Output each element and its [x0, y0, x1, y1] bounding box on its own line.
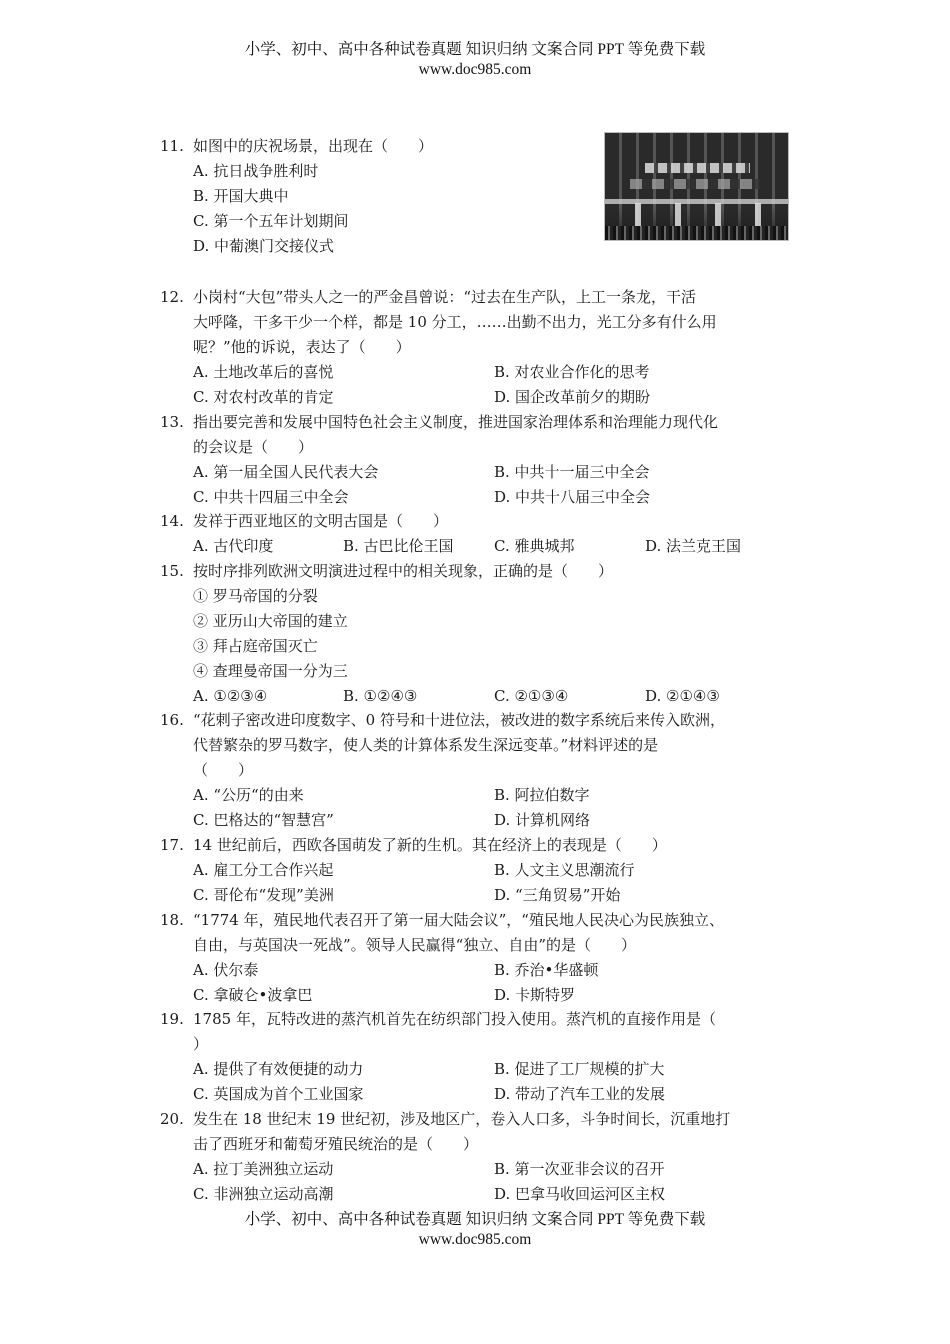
question-stem: 小岗村“大包”带头人之一的严金昌曾说：“过去在生产队，上工一条龙，干活	[193, 288, 697, 306]
question-stem: 代替繁杂的罗马数字，使人类的计算体系发生深远变革。”材料评述的是	[193, 736, 659, 754]
option-c[interactable]: C. 中共十四届三中全会	[193, 488, 349, 506]
option-b[interactable]: B. 中共十一届三中全会	[494, 463, 650, 481]
option-c[interactable]: C. 非洲独立运动高潮	[193, 1185, 334, 1203]
option-a[interactable]: A. 提供了有效便捷的动力	[193, 1060, 364, 1078]
statement-item: ③ 拜占庭帝国灭亡	[193, 637, 318, 655]
question-stem: “花剌子密改进印度数字、0 符号和十进位法，被改进的数字系统后来传入欧洲，	[193, 711, 725, 729]
option-c[interactable]: C. 对农村改革的肯定	[193, 388, 334, 406]
option-d[interactable]: D. “三角贸易”开始	[494, 886, 621, 904]
option-d[interactable]: D. ②①④③	[645, 687, 720, 705]
option-d[interactable]: D. 中葡澳门交接仪式	[193, 237, 335, 255]
option-a[interactable]: A. “公历“的由来	[193, 786, 304, 804]
question-number: 15.	[160, 562, 184, 580]
question-number: 18.	[160, 911, 184, 929]
question-stem: 自由，与英国决一死战”。领导人民赢得“独立、自由”的是（ ）	[193, 936, 637, 954]
page-footer	[0, 1210, 950, 1250]
question-stem: 指出要完善和发展中国特色社会主义制度，推进国家治理体系和治理能力现代化	[193, 413, 719, 431]
question-stem: 大呼隆，干多干少一个样，都是 10 分工，……出勤不出力，光工分多有什么用	[193, 313, 717, 331]
question-stem: 发生在 18 世纪末 19 世纪初，涉及地区广，卷入人口多，斗争时间长，沉重地打	[193, 1110, 731, 1128]
option-d[interactable]: D. 计算机网络	[494, 811, 591, 829]
option-d[interactable]: D. 卡斯特罗	[494, 986, 576, 1004]
option-b[interactable]: B. 对农业合作化的思考	[494, 363, 650, 381]
question-number: 11.	[160, 137, 184, 155]
question-number: 17.	[160, 836, 184, 854]
footer-promo-text: 小学、初中、高中各种试卷真题 知识归纳 文案合同 PPT 等免费下载	[244, 1211, 706, 1228]
option-c[interactable]: C. 拿破仑•波拿巴	[193, 986, 313, 1004]
question-stem: 击了西班牙和葡萄牙殖民统治的是（ ）	[193, 1135, 479, 1153]
statement-item: ④ 查理曼帝国一分为三	[193, 662, 348, 680]
option-b[interactable]: B. 阿拉伯数字	[494, 786, 590, 804]
question-stem: 14 世纪前后，西欧各国萌发了新的生机。其在经济上的表现是（ ）	[193, 836, 667, 854]
option-c[interactable]: C. 英国成为首个工业国家	[193, 1085, 364, 1103]
question-stem: 如图中的庆祝场景，出现在（ ）	[193, 137, 434, 155]
option-d[interactable]: D. 法兰克王国	[645, 537, 742, 555]
option-c[interactable]: C. 雅典城邦	[494, 537, 575, 555]
option-a[interactable]: A. 拉丁美洲独立运动	[193, 1160, 334, 1178]
option-d[interactable]: D. 国企改革前夕的期盼	[494, 388, 651, 406]
header-url-link[interactable]: www.doc985.com	[418, 61, 532, 78]
option-b[interactable]: B. 古巴比伦王国	[343, 537, 454, 555]
option-d[interactable]: D. 带动了汽车工业的发展	[494, 1085, 666, 1103]
statement-item: ① 罗马帝国的分裂	[193, 587, 318, 605]
question-stem: 呢？”他的诉说，表达了（ ）	[193, 338, 411, 356]
question-number: 19.	[160, 1010, 184, 1028]
option-c[interactable]: C. ②①③④	[494, 687, 569, 705]
footer-url-link[interactable]: www.doc985.com	[418, 1231, 532, 1248]
option-d[interactable]: D. 巴拿马收回运河区主权	[494, 1185, 666, 1203]
option-a[interactable]: A. 抗日战争胜利时	[193, 162, 319, 180]
question-number: 14.	[160, 512, 184, 530]
header-promo-text: 小学、初中、高中各种试卷真题 知识归纳 文案合同 PPT 等免费下载	[244, 41, 706, 58]
question-number: 16.	[160, 711, 184, 729]
option-a[interactable]: A. 古代印度	[193, 537, 274, 555]
question-stem: 发祥于西亚地区的文明古国是（ ）	[193, 512, 449, 530]
question-stem: “1774 年，殖民地代表召开了第一届大陆会议”，“殖民地人民决心为民族独立、	[193, 911, 724, 929]
option-b[interactable]: B. 第一次亚非会议的召开	[494, 1160, 665, 1178]
question-stem: 1785 年，瓦特改进的蒸汽机首先在纺织部门投入使用。蒸汽机的直接作用是（	[193, 1010, 716, 1028]
option-a[interactable]: A. ①②③④	[193, 687, 268, 705]
question-number: 12.	[160, 288, 184, 306]
option-c[interactable]: C. 第一个五年计划期间	[193, 212, 349, 230]
question-number: 13.	[160, 413, 184, 431]
statement-item: ② 亚历山大帝国的建立	[193, 612, 348, 630]
question-stem: （ ）	[193, 761, 254, 779]
option-b[interactable]: B. 乔治•华盛顿	[494, 961, 599, 979]
option-d[interactable]: D. 中共十八届三中全会	[494, 488, 651, 506]
question-number: 20.	[160, 1110, 184, 1128]
option-a[interactable]: A. 伏尔泰	[193, 961, 259, 979]
option-c[interactable]: C. 巴格达的“智慧宫”	[193, 811, 334, 829]
option-a[interactable]: A. 土地改革后的喜悦	[193, 363, 334, 381]
question-stem: ）	[193, 1035, 209, 1053]
option-b[interactable]: B. 促进了工厂规模的扩大	[494, 1060, 665, 1078]
question-stem: 按时序排列欧洲文明演进过程中的相关现象，正确的是（ ）	[193, 562, 614, 580]
question-stem: 的会议是（ ）	[193, 438, 314, 456]
option-a[interactable]: A. 雇工分工合作兴起	[193, 861, 334, 879]
option-a[interactable]: A. 第一届全国人民代表大会	[193, 463, 379, 481]
celebration-scene-photo	[604, 132, 789, 241]
option-c[interactable]: C. 哥伦布“发现”美洲	[193, 886, 334, 904]
option-b[interactable]: B. 开国大典中	[193, 187, 289, 205]
page-header	[0, 40, 950, 80]
option-b[interactable]: B. ①②④③	[343, 687, 418, 705]
option-b[interactable]: B. 人文主义思潮流行	[494, 861, 635, 879]
